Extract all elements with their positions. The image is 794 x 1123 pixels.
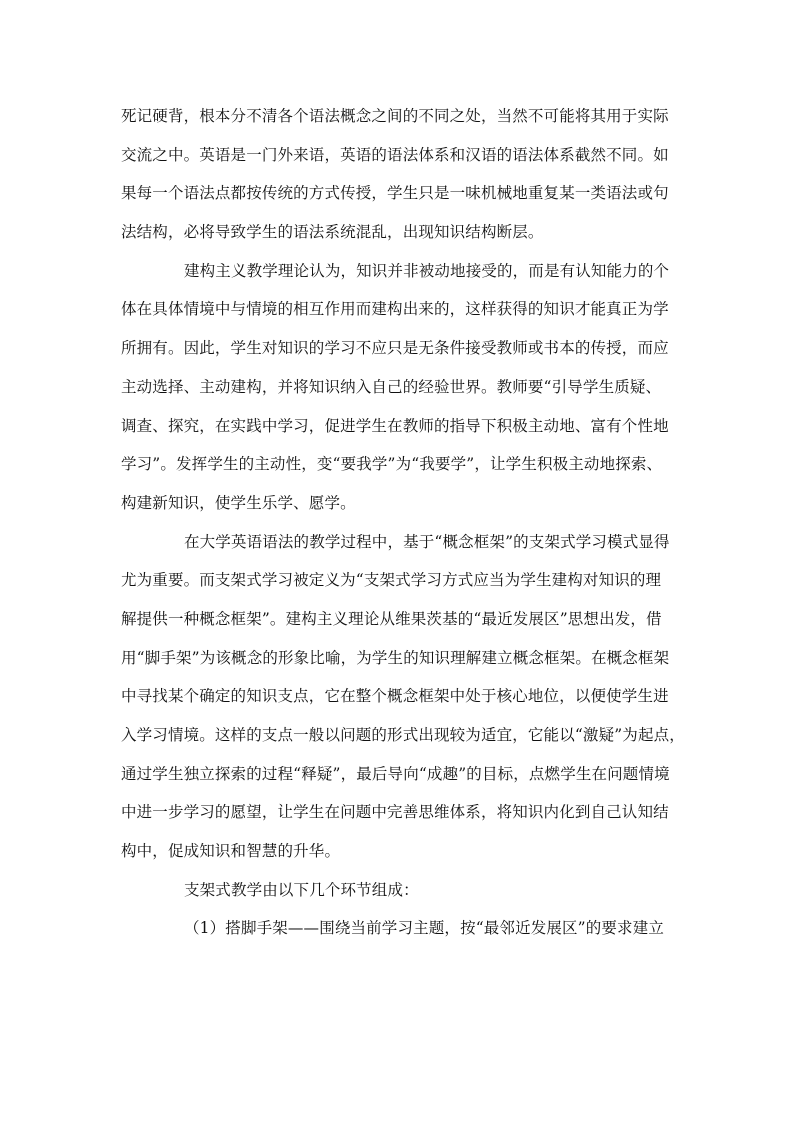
paragraph-line: 解提供一种概念框架”。建构主义理论从维果茨基的“最近发展区”思想出发，借	[121, 609, 662, 628]
paragraph-line: 主动选择、主动建构，并将知识纳入自己的经验世界。教师要“引导学生质疑、	[121, 377, 662, 396]
paragraph-line: 体在具体情境中与情境的相互作用而建构出来的，这样获得的知识才能真正为学	[121, 300, 669, 319]
paragraph-line: 尤为重要。而支架式学习被定义为“支架式学习方式应当为学生建构对知识的理	[121, 571, 662, 590]
list-item-line: （1）搭脚手架——围绕当前学习主题，按“最邻近发展区”的要求建立	[184, 919, 665, 938]
paragraph-line: 所拥有。因此，学生对知识的学习不应只是无条件接受教师或书本的传授，而应	[121, 339, 669, 358]
paragraph-line: 建构主义教学理论认为，知识并非被动地接受的，而是有认知能力的个	[184, 261, 670, 280]
paragraph-line: 在大学英语语法的教学过程中，基于“概念框架”的支架式学习模式显得	[184, 532, 670, 551]
paragraph-line: 构中，促成知识和智慧的升华。	[121, 842, 341, 861]
paragraph-line: 中寻找某个确定的知识支点，它在整个概念框架中处于核心地位，以便使学生进	[121, 687, 669, 706]
paragraph-line: 入学习情境。这样的支点一般以问题的形式出现较为适宜，它能以“激疑”为起点，	[121, 726, 685, 744]
paragraph-line: 中进一步学习的愿望，让学生在问题中完善思维体系，将知识内化到自己认知结	[121, 803, 669, 822]
document-body	[121, 97, 685, 948]
paragraph-line: 构建新知识，使学生乐学、愿学。	[121, 493, 356, 512]
paragraph-line: 法结构，必将导致学生的语法系统混乱，出现知识结构断层。	[121, 223, 544, 242]
paragraph-line: 通过学生独立探索的过程“释疑”，最后导向“成趣”的目标，点燃学生在问题情境	[121, 764, 670, 783]
paragraph-line: 学习”。发挥学生的主动性，变“要我学”为“我要学”，让学生积极主动地探索、	[121, 455, 663, 474]
paragraph-line: 用“脚手架”为该概念的形象比喻，为学生的知识理解建立概念框架。在概念框架	[121, 648, 670, 667]
paragraph-line: 果每一个语法点都按传统的方式传授，学生只是一味机械地重复某一类语法或句	[121, 184, 669, 203]
paragraph-line: 支架式教学由以下几个环节组成：	[184, 880, 419, 899]
paragraph-line: 死记硬背，根本分不清各个语法概念之间的不同之处，当然不可能将其用于实际	[121, 107, 669, 125]
paragraph-line: 交流之中。英语是一门外来语，英语的语法体系和汉语的语法体系截然不同。如	[121, 145, 669, 164]
paragraph-line: 调查、探究，在实践中学习，促进学生在教师的指导下积极主动地、富有个性地	[121, 416, 669, 435]
